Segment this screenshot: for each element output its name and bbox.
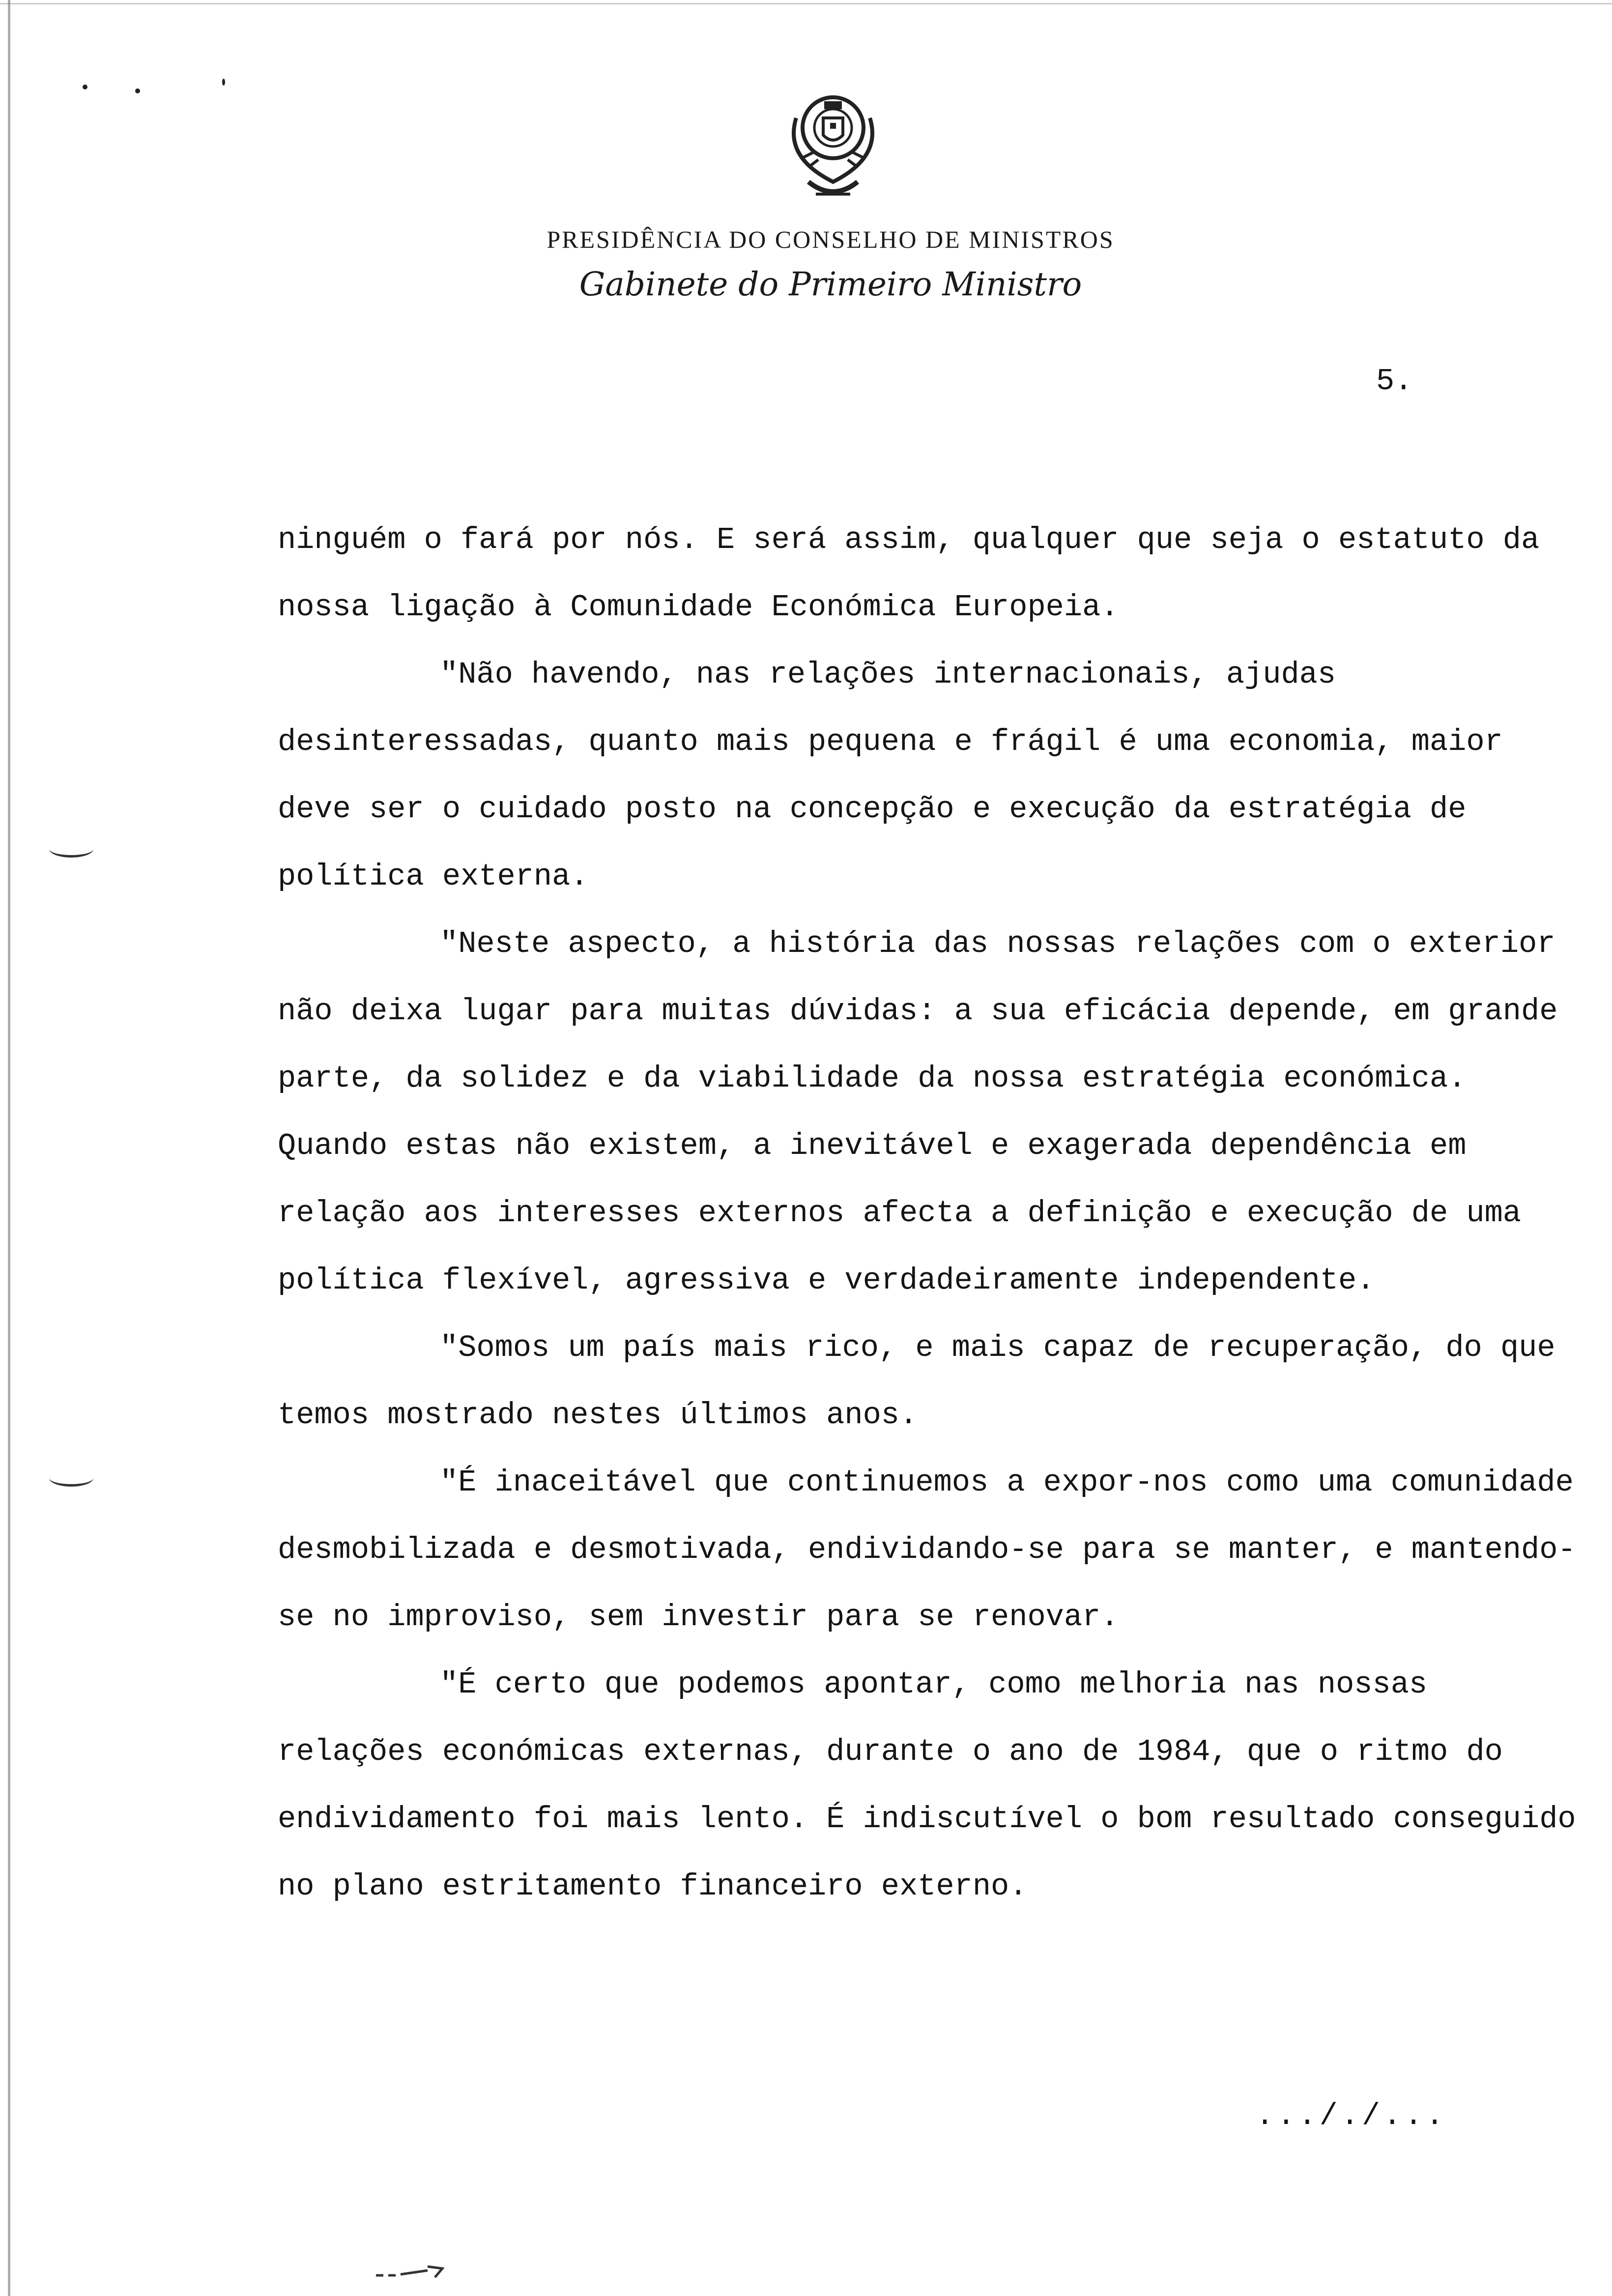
top-rule (0, 3, 1612, 4)
paragraph: "É certo que podemos apontar, como melhoria nas nossas relações económicas externas, durante o ano de 1984, que o ritmo do endividamento foi mais lento. É indiscutível o bom resultado conseguido no plano estritamento financeiro externo. (278, 1667, 1576, 1904)
continuation-mark: ..././... (1256, 2098, 1447, 2133)
page-number: 5. (1376, 364, 1413, 399)
margin-mark (49, 1469, 93, 1487)
margin-dot (222, 79, 225, 86)
margin-dot (83, 85, 87, 89)
portuguese-coat-of-arms-icon (769, 84, 897, 211)
stamp-mark (374, 2261, 482, 2280)
document-body (278, 506, 1580, 1920)
office-title: PRESIDÊNCIA DO CONSELHO DE MINISTROS (547, 226, 1115, 253)
margin-mark (49, 840, 93, 858)
office-subtitle: Gabinete do Primeiro Ministro (579, 265, 1082, 303)
paragraph: "É inaceitável que continuemos a expor-nos como uma comunidade desmobilizada e desmotivada, endividando-se para se manter, e mantendo-se no improviso, sem investir para se renovar. (278, 1465, 1576, 1635)
paragraph: "Somos um país mais rico, e mais capaz de recuperação, do que temos mostrado nestes últimos anos. (278, 1330, 1555, 1433)
paragraph: ninguém o fará por nós. E será assim, qualquer que seja o estatuto da nossa ligação à Comunidade Económica Europeia. (278, 522, 1540, 625)
page-edge-line (8, 0, 10, 2296)
paragraph: "Neste aspecto, a história das nossas relações com o exterior não deixa lugar para muitas dúvidas: a sua eficácia depende, em grande parte, da solidez e da viabilidade da nossa estratégia económica. Quando estas não existem, a inevitável e exagerada dependência em relação aos interesses externos afecta a definição e execução de uma política flexível, agressiva e verdadeiramente independente. (278, 926, 1558, 1298)
paragraph: "Não havendo, nas relações internacionais, ajudas desinteressadas, quanto mais pequena e frágil é uma economia, maior deve ser o cuidado posto na concepção e execução da estratégia de política externa. (278, 657, 1503, 894)
margin-dot (135, 88, 140, 93)
